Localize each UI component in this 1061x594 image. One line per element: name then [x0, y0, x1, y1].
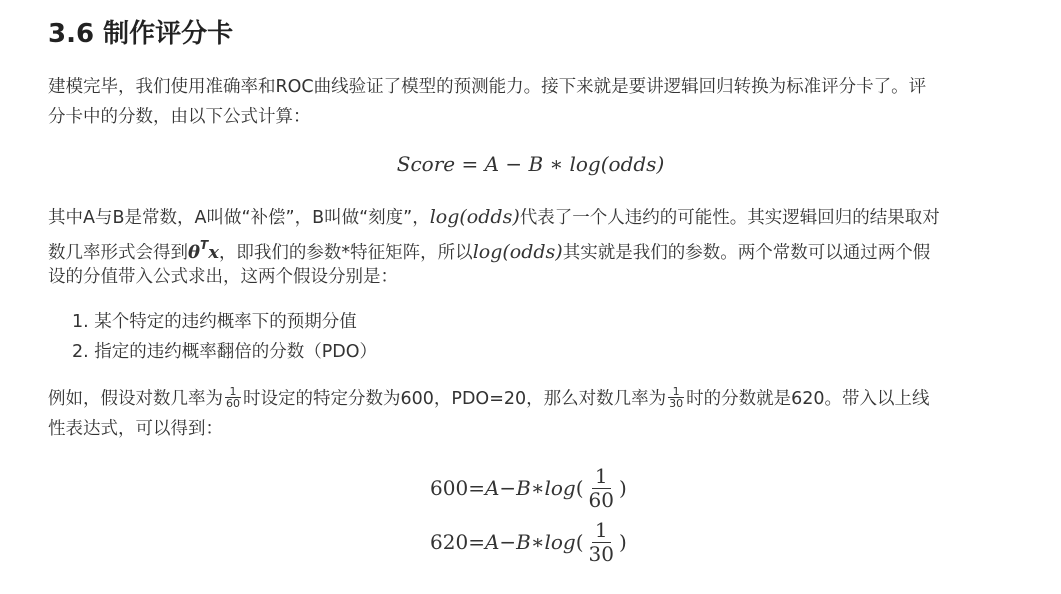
equation-log: log — [544, 530, 576, 554]
equation-times: ∗ — [530, 476, 545, 500]
transpose-math: T — [200, 238, 209, 252]
theta-math: θ — [188, 241, 201, 263]
equation-b: B — [516, 530, 531, 554]
equation-620 — [430, 517, 627, 567]
paragraph-example-line2: 性表达式，可以得到： — [48, 419, 223, 439]
equation-minus: − — [499, 530, 517, 554]
fraction-one-sixtieth — [225, 386, 241, 409]
fraction-one-thirtieth — [668, 386, 684, 409]
equation-minus: − — [499, 476, 517, 500]
equation-equals: = — [468, 476, 485, 500]
fraction-denominator: 60 — [226, 396, 240, 410]
equation-paren-open: ( — [575, 530, 584, 554]
text-run: 时的分数就是620。带入以上线 — [686, 389, 930, 409]
text-run: ，即我们的参数*特征矩阵，所以 — [218, 242, 473, 263]
paragraph-constants-line3: 设的分值带入公式求出，这两个假设分别是： — [48, 267, 398, 287]
text-run: 时设定的特定分数为600，PDO=20，那么对数几率为 — [243, 389, 667, 409]
paragraph-example-line1 — [48, 384, 1033, 414]
text-run: 例如，假设对数几率为 — [48, 389, 223, 409]
equation-paren-close: ) — [618, 530, 627, 554]
equation-paren-open: ( — [575, 476, 584, 500]
fraction-denominator: 30 — [588, 541, 614, 566]
equation-fraction — [586, 519, 617, 566]
x-math: x — [208, 241, 219, 263]
equation-times: ∗ — [530, 530, 545, 554]
paragraph-intro-line2: 分卡中的分数，由以下公式计算： — [48, 107, 311, 127]
equation-paren-close: ) — [618, 476, 627, 500]
list-item: 2. 指定的违约概率翻倍的分数（PDO） — [72, 342, 378, 362]
equation-b: B — [516, 476, 531, 500]
equation-lhs: 620 — [430, 530, 469, 554]
section-heading: 3.6 制作评分卡 — [48, 19, 234, 49]
fraction-denominator: 30 — [669, 396, 684, 410]
fraction-numerator: 1 — [592, 519, 611, 543]
equation-a: A — [484, 476, 500, 500]
text-run: 其实就是我们的参数。两个常数可以通过两个假 — [562, 242, 931, 263]
text-run: 其中A与B是常数，A叫做“补偿”，B叫做“刻度”， — [48, 208, 430, 228]
score-formula: Score = A − B ∗ log(odds) — [396, 152, 665, 176]
log-odds-math: log(odds) — [429, 206, 520, 228]
equation-equals: = — [468, 530, 485, 554]
equation-600 — [430, 463, 627, 513]
text-run: 代表了一个人违约的可能性。其实逻辑回归的结果取对 — [519, 208, 940, 228]
equation-a: A — [484, 530, 500, 554]
equation-fraction — [586, 465, 617, 512]
list-item: 1. 某个特定的违约概率下的预期分值 — [72, 312, 357, 332]
fraction-denominator: 60 — [588, 487, 614, 512]
equation-log: log — [544, 476, 576, 500]
text-run: 数几率形式会得到 — [48, 242, 188, 263]
fraction-numerator: 1 — [668, 386, 684, 398]
fraction-numerator: 1 — [592, 465, 611, 489]
equation-lhs: 600 — [430, 476, 469, 500]
log-odds-math: log(odds) — [472, 240, 563, 263]
paragraph-constants-line1 — [48, 202, 1033, 233]
paragraph-intro-line1: 建模完毕，我们使用准确率和ROC曲线验证了模型的预测能力。接下来就是要讲逻辑回归转换为标准评分卡了。评 — [48, 77, 927, 97]
fraction-numerator: 1 — [225, 386, 241, 398]
